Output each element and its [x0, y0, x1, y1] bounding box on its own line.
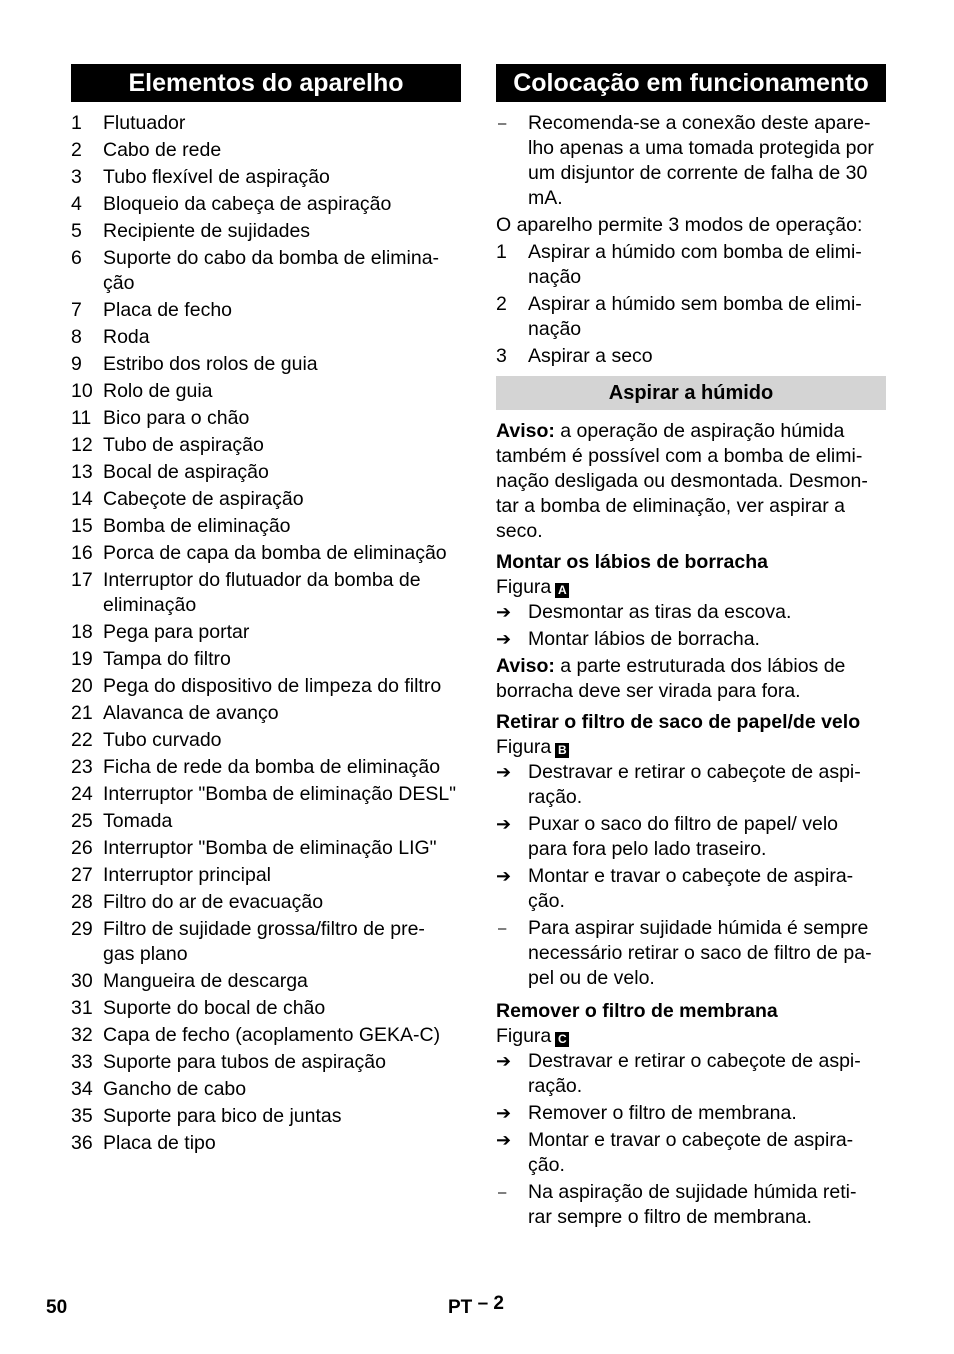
intro-dash-item: [496, 111, 886, 211]
item-number: 4: [71, 193, 82, 215]
item-text: Tampa do filtro: [103, 648, 231, 670]
right-arrow-icon: ➔: [496, 762, 512, 782]
item-number: 28: [71, 891, 93, 913]
mode-item: [496, 240, 886, 290]
right-column: [496, 64, 886, 1232]
list-item: [71, 701, 461, 726]
modes-intro: O aparelho permite 3 modos de operação:: [496, 214, 863, 236]
item-text: Destravar e retirar o cabeçote de aspi- ração.: [528, 761, 861, 808]
section-title-colocacao: Colocação em funcionamento: [496, 64, 886, 102]
item-text: Aspirar a húmido sem bomba de elimi- nação: [528, 293, 862, 340]
item-text: Bocal de aspiração: [103, 461, 269, 483]
figure-letter-icon: A: [555, 583, 569, 598]
item-text: Suporte para bico de juntas: [103, 1105, 342, 1127]
item-text: Bomba de eliminação: [103, 515, 291, 537]
right-arrow-icon: ➔: [496, 602, 512, 622]
item-text: Rolo de guia: [103, 380, 213, 402]
item-text: Bloqueio da cabeça de aspiração: [103, 193, 392, 215]
item-text: Montar e travar o cabeçote de aspira- ção.: [528, 865, 854, 912]
item-text: Tubo de aspiração: [103, 434, 264, 456]
sub2-steps: [496, 760, 886, 914]
step-item: [496, 627, 886, 652]
item-number: 7: [71, 299, 82, 321]
item-text: Estribo dos rolos de guia: [103, 353, 318, 375]
item-text: Filtro do ar de evacuação: [103, 891, 324, 913]
notice-text: a operação de aspiração húmida também é possível com a bomba de elimi-nação desligada ou desmontada. Desmon-tar a bomba de eliminação, ver aspirar a seco.: [496, 420, 868, 542]
item-text: Interruptor "Bomba de eliminação LIG": [103, 837, 437, 859]
list-item: [71, 1050, 461, 1075]
item-text: Puxar o saco do filtro de papel/ velo para fora pelo lado traseiro.: [528, 813, 839, 860]
sub2-dash-item: [496, 916, 886, 991]
sub3-steps: [496, 1049, 886, 1178]
list-item: [71, 352, 461, 377]
item-text: Cabeçote de aspiração: [103, 488, 304, 510]
list-item: [71, 379, 461, 404]
list-item: [71, 138, 461, 163]
footer-lang-page: [448, 1293, 504, 1319]
list-item: [71, 325, 461, 350]
right-arrow-icon: ➔: [496, 814, 512, 834]
figure-label: Figura: [496, 736, 552, 758]
list-item: [71, 1023, 461, 1048]
item-text: Placa de tipo: [103, 1132, 216, 1154]
step-item: [496, 864, 886, 914]
item-number: 14: [71, 488, 93, 510]
right-arrow-icon: ➔: [496, 1051, 512, 1071]
item-text: Destravar e retirar o cabeçote de aspi- ração.: [528, 1050, 861, 1097]
figure-letter-icon: C: [555, 1032, 569, 1047]
list-item: [71, 165, 461, 190]
right-arrow-icon: ➔: [496, 1130, 512, 1150]
mode-item: [496, 344, 886, 369]
item-number: 3: [496, 345, 507, 367]
item-number: 16: [71, 542, 93, 564]
list-item: [71, 219, 461, 244]
item-number: 23: [71, 756, 93, 778]
item-number: 3: [71, 166, 82, 188]
sub1-steps: [496, 600, 886, 652]
step-item: [496, 812, 886, 862]
right-arrow-icon: ➔: [496, 1103, 512, 1123]
item-number: 15: [71, 515, 93, 537]
item-number: 33: [71, 1051, 93, 1073]
list-item: [71, 433, 461, 458]
item-text: Roda: [103, 326, 150, 348]
item-text: Tubo curvado: [103, 729, 222, 751]
item-text: Recipiente de sujidades: [103, 220, 311, 242]
item-text: Pega para portar: [103, 621, 250, 643]
list-item: [71, 728, 461, 753]
intro-text: Recomenda-se a conexão deste apare- lho apenas a uma tomada protegida por um disjuntor de corrente de falha de 30 mA.: [528, 112, 874, 209]
item-number: 26: [71, 837, 93, 859]
item-number: 30: [71, 970, 93, 992]
dash-text: Para aspirar sujidade húmida é sempre necessário retirar o saco de filtro de pa- pel ou de velo.: [528, 917, 872, 989]
list-item: [71, 1104, 461, 1129]
item-number: 13: [71, 461, 93, 483]
sub3-dash-item: [496, 1180, 886, 1230]
item-text: Bico para o chão: [103, 407, 250, 429]
notice-label: Aviso:: [496, 655, 555, 677]
dash-bullet: –: [498, 1184, 507, 1201]
item-number: 2: [71, 139, 82, 161]
list-item: [71, 246, 461, 296]
list-item: [71, 192, 461, 217]
item-number: 10: [71, 380, 93, 402]
item-number: 21: [71, 702, 93, 724]
figure-label: Figura: [496, 576, 552, 598]
item-number: 34: [71, 1078, 93, 1100]
item-number: 11: [71, 407, 92, 429]
item-number: 18: [71, 621, 93, 643]
list-item: [71, 836, 461, 861]
notice-2: [496, 654, 886, 704]
item-text: Aspirar a húmido com bomba de elimi- nação: [528, 241, 862, 288]
item-number: 20: [71, 675, 93, 697]
item-number: 19: [71, 648, 93, 670]
notice-text: a parte estruturada dos lábios de borracha deve ser virada para fora.: [496, 655, 846, 702]
item-text: Tubo flexível de aspiração: [103, 166, 330, 188]
list-item: [71, 406, 461, 431]
item-number: 12: [71, 434, 93, 456]
item-number: 29: [71, 918, 93, 940]
item-number: 25: [71, 810, 93, 832]
list-item: [71, 890, 461, 915]
right-arrow-icon: ➔: [496, 866, 512, 886]
figure-label: Figura: [496, 1025, 552, 1047]
section-title-elementos: Elementos do aparelho: [71, 64, 461, 102]
list-item: [71, 298, 461, 323]
modes-list: [496, 240, 886, 369]
step-item: [496, 1101, 886, 1126]
list-item: [71, 647, 461, 672]
dash-bullet: –: [498, 115, 507, 132]
right-arrow-icon: ➔: [496, 629, 512, 649]
list-item: [71, 541, 461, 566]
list-item: [71, 460, 461, 485]
item-text: Aspirar a seco: [528, 345, 653, 367]
item-number: 36: [71, 1132, 93, 1154]
step-item: [496, 600, 886, 625]
notice-label: Aviso:: [496, 420, 555, 442]
item-number: 17: [71, 569, 93, 591]
parts-list: [71, 111, 461, 1156]
subsection-title-aspirar-humido: Aspirar a húmido: [496, 376, 886, 410]
item-number: 1: [496, 241, 507, 263]
item-text: Mangueira de descarga: [103, 970, 308, 992]
item-number: 35: [71, 1105, 93, 1127]
mode-item: [496, 292, 886, 342]
list-item: [71, 1077, 461, 1102]
item-number: 31: [71, 997, 93, 1019]
list-item: [71, 487, 461, 512]
sub1-title: Montar os lábios de borracha: [496, 551, 768, 573]
item-text: Tomada: [103, 810, 173, 832]
item-text: Filtro de sujidade grossa/filtro de pre- gas plano: [103, 918, 425, 965]
list-item: [71, 514, 461, 539]
list-item: [71, 620, 461, 645]
item-number: 2: [496, 293, 507, 315]
sub2-title: Retirar o filtro de saco de papel/de velo: [496, 711, 861, 733]
item-number: 5: [71, 220, 82, 242]
page-number: 50: [46, 1297, 68, 1318]
item-text: Montar e travar o cabeçote de aspira- ção.: [528, 1129, 854, 1176]
item-number: 1: [71, 112, 82, 134]
item-text: Alavanca de avanço: [103, 702, 279, 724]
item-text: Suporte do bocal de chão: [103, 997, 326, 1019]
list-item: [71, 782, 461, 807]
sub3-figure: [496, 1024, 886, 1049]
notice-1: [496, 419, 886, 544]
item-text: Capa de fecho (acoplamento GEKA-C): [103, 1024, 441, 1046]
item-text: Placa de fecho: [103, 299, 233, 321]
sub2-figure: [496, 735, 886, 760]
figure-letter-icon: B: [555, 743, 569, 758]
item-number: 22: [71, 729, 93, 751]
list-item: [71, 568, 461, 618]
list-item: [71, 917, 461, 967]
item-text: Suporte para tubos de aspiração: [103, 1051, 386, 1073]
lang-code: PT: [448, 1297, 473, 1318]
item-number: 24: [71, 783, 93, 805]
sub3-title: Remover o filtro de membrana: [496, 1000, 778, 1022]
item-text: Flutuador: [103, 112, 186, 134]
list-item: [71, 996, 461, 1021]
item-text: Porca de capa da bomba de eliminação: [103, 542, 447, 564]
item-number: 32: [71, 1024, 93, 1046]
item-number: 9: [71, 353, 82, 375]
step-item: [496, 1049, 886, 1099]
item-text: Cabo de rede: [103, 139, 222, 161]
item-number: 27: [71, 864, 93, 886]
item-text: Interruptor "Bomba de eliminação DESL": [103, 783, 457, 805]
item-text: Ficha de rede da bomba de eliminação: [103, 756, 441, 778]
left-column: [71, 64, 461, 1158]
step-item: [496, 1128, 886, 1178]
item-text: Pega do dispositivo de limpeza do filtro: [103, 675, 442, 697]
item-text: Montar lábios de borracha.: [528, 628, 760, 650]
list-item: [71, 1131, 461, 1156]
step-item: [496, 760, 886, 810]
list-item: [71, 755, 461, 780]
item-text: Remover o filtro de membrana.: [528, 1102, 797, 1124]
item-text: Interruptor principal: [103, 864, 271, 886]
list-item: [71, 863, 461, 888]
item-number: 6: [71, 247, 82, 269]
item-text: Suporte do cabo da bomba de elimina- ção: [103, 247, 440, 294]
sub1-figure: [496, 575, 886, 600]
list-item: [71, 111, 461, 136]
item-text: Gancho de cabo: [103, 1078, 247, 1100]
item-text: Desmontar as tiras da escova.: [528, 601, 792, 623]
list-item: [71, 809, 461, 834]
dash-text: Na aspiração de sujidade húmida reti- rar sempre o filtro de membrana.: [528, 1181, 857, 1228]
list-item: [71, 674, 461, 699]
lang-page-suffix: – 2: [477, 1293, 504, 1314]
item-number: 8: [71, 326, 82, 348]
dash-bullet: –: [498, 920, 507, 937]
list-item: [71, 969, 461, 994]
item-text: Interruptor do flutuador da bomba de eliminação: [103, 569, 421, 616]
